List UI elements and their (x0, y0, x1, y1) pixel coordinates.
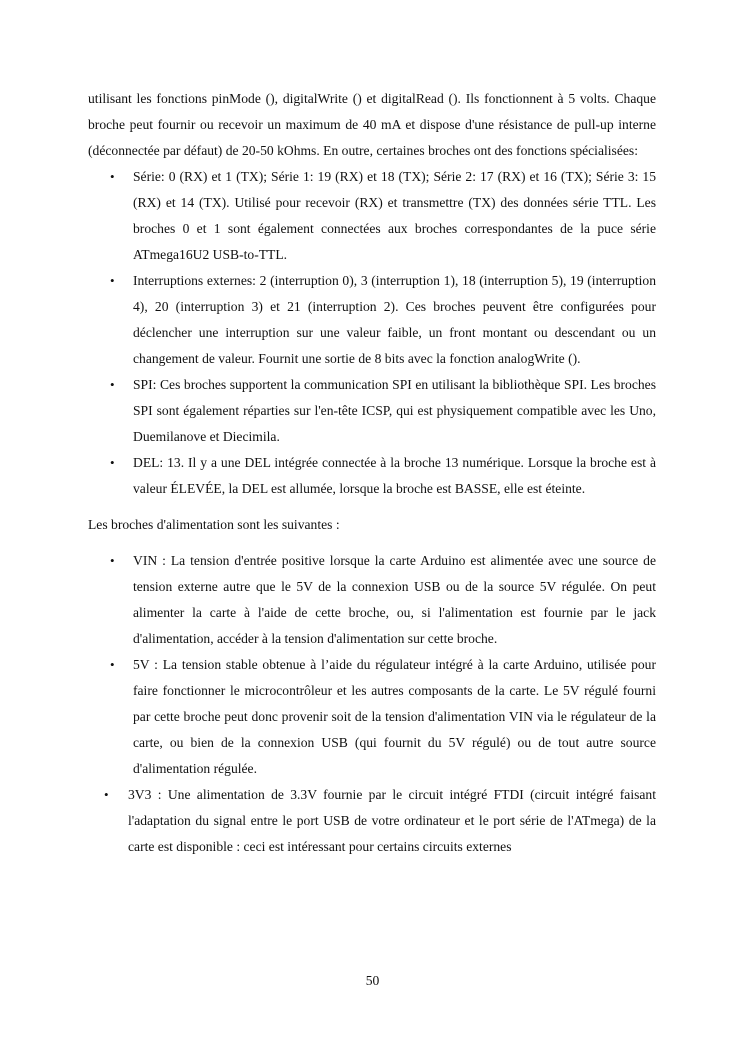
list-item (88, 652, 656, 782)
list-item-text: Interruptions externes: 2 (interruption 0), 3 (interruption 1), 18 (interruption 5), 19 (interruption 4), 20 (interruption 3) et 21 (interruption 2). Ces broches peuvent être configurées pour déclencher une interruption sur une valeur faible, un front montant ou descendant ou un changement de valeur. Fournit une sortie de 8 bits avec la fonction analogWrite (). (133, 273, 656, 366)
list-item (88, 268, 656, 372)
list-item (88, 782, 656, 860)
bullet-icon: • (110, 377, 115, 392)
bullet-icon: • (110, 169, 115, 184)
list-item-text: Série: 0 (RX) et 1 (TX); Série 1: 19 (RX) et 18 (TX); Série 2: 17 (RX) et 16 (TX); Série 3: 15 (RX) et 14 (TX). Utilisé pour recevoir (RX) et transmettre (TX) des données série TTL. Les broches 0 et 1 sont également connectées aux broches correspondantes de la puce série ATmega16U2 USB-to-TTL. (133, 169, 656, 262)
special-functions-list (88, 164, 656, 502)
power-pins-list (88, 548, 656, 860)
list-item (88, 372, 656, 450)
list-item-text: VIN : La tension d'entrée positive lorsque la carte Arduino est alimentée avec une source de tension externe autre que le 5V de la connexion USB ou de la source 5V régulée. On peut alimenter la carte à l'aide de cette broche, ou, si l'alimentation est fournie par le jack d'alimentation, accéder à la tension d'alimentation sur cette broche. (133, 553, 656, 646)
list-item (88, 164, 656, 268)
page-body (88, 86, 656, 860)
list-item-text: 3V3 : Une alimentation de 3.3V fournie par le circuit intégré FTDI (circuit intégré faisant l'adaptation du signal entre le port USB de votre ordinateur et le port série de l'ATmega) de la carte est disponible : ceci est intéressant pour certains circuits externes (128, 787, 656, 854)
bullet-icon: • (110, 553, 115, 568)
list-item-text: 5V : La tension stable obtenue à l’aide du régulateur intégré à la carte Arduino, utilisée pour faire fonctionner le microcontrôleur et les autres composants de la carte. Le 5V régulé fourni par cette broche peut donc provenir soit de la tension d'alimentation VIN via le régulateur de la carte, ou bien de la connexion USB (qui fournit du 5V régulé) ou de tout autre source d'alimentation régulée. (133, 657, 656, 776)
intro-paragraph: utilisant les fonctions pinMode (), digitalWrite () et digitalRead (). Ils fonctionnent à 5 volts. Chaque broche peut fournir ou recevoir un maximum de 40 mA et dispose d'une résistance de pull-up interne (déconnectée par défaut) de 20-50 kOhms. En outre, certaines broches ont des fonctions spécialisées: (88, 91, 656, 158)
bullet-icon: • (110, 273, 115, 288)
page-number: 50 (365, 973, 380, 988)
list-item-text: SPI: Ces broches supportent la communication SPI en utilisant la bibliothèque SPI. Les broches SPI sont également réparties sur l'en-tête ICSP, qui est physiquement compatible avec les Uno, Duemilanove et Diecimila. (133, 377, 656, 444)
list-item (88, 548, 656, 652)
bullet-icon: • (110, 657, 115, 672)
power-heading: Les broches d'alimentation sont les suivantes : (88, 517, 340, 532)
list-item-text: DEL: 13. Il y a une DEL intégrée connectée à la broche 13 numérique. Lorsque la broche est à valeur ÉLEVÉE, la DEL est allumée, lorsque la broche est BASSE, elle est éteinte. (133, 455, 656, 496)
list-item (88, 450, 656, 502)
bullet-icon: • (110, 455, 115, 470)
bullet-icon: • (104, 787, 109, 802)
